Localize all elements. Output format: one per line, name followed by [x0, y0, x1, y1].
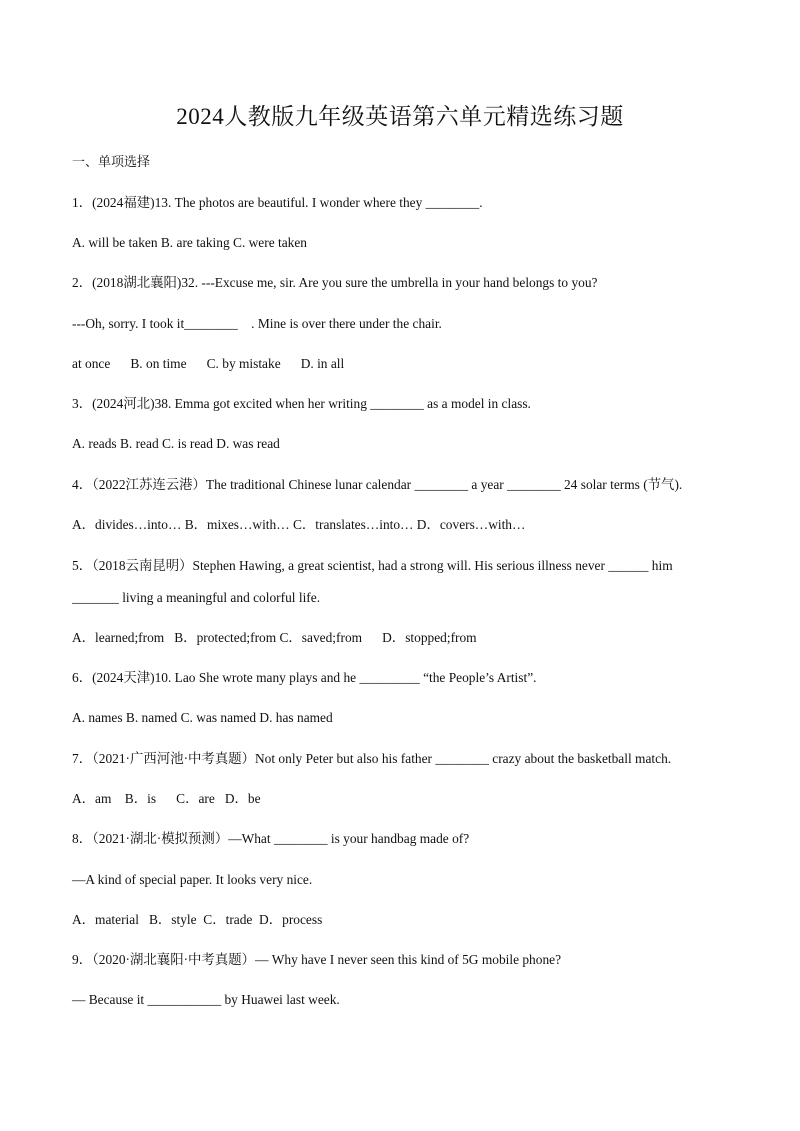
question-6-stem: 6．(2024天津)10. Lao She wrote many plays and he _________ “the People’s Artist”. — [72, 670, 537, 685]
question-5-options: A．learned;from B．protected;from C．saved;from D．stopped;from — [72, 630, 477, 645]
question-2-reply: ---Oh, sorry. I took it________ . Mine is over there under the chair. — [72, 316, 442, 331]
question-5-stem: 5．（2018云南昆明）Stephen Hawing, a great scientist, had a strong will. His serious illness never ______ him — [72, 558, 673, 573]
question-1-options: A. will be taken B. are taking C. were taken — [72, 235, 308, 250]
question-8-reply: —A kind of special paper. It looks very nice. — [72, 872, 313, 887]
page-title: 2024人教版九年级英语第六单元精选练习题 — [176, 104, 624, 129]
question-1-stem: 1．(2024福建)13. The photos are beautiful. I wonder where they ________. — [72, 195, 483, 210]
question-6-options: A. names B. named C. was named D. has named — [72, 710, 333, 725]
section-heading: 一、单项选择 — [72, 154, 151, 169]
question-3-stem: 3．(2024河北)38. Emma got excited when her writing ________ as a model in class. — [72, 396, 531, 411]
question-3-options: A. reads B. read C. is read D. was read — [72, 436, 280, 451]
question-5-stem-continued: _______ living a meaningful and colorful life. — [72, 590, 321, 605]
question-4-options: A．divides…into… B．mixes…with… C．translates…into… D．covers…with… — [72, 517, 526, 532]
question-9-stem: 9．（2020·湖北襄阳·中考真题）— Why have I never seen this kind of 5G mobile phone? — [72, 952, 562, 967]
question-8-options: A．material B．style C．trade D．process — [72, 912, 323, 927]
question-8-stem: 8．（2021·湖北·模拟预测）—What ________ is your handbag made of? — [72, 831, 470, 846]
question-7-options: A．am B．is C．are D．be — [72, 791, 261, 806]
question-2-stem: 2．(2018湖北襄阳)32. ---Excuse me, sir. Are you sure the umbrella in your hand belongs to you? — [72, 275, 598, 290]
question-2-options: at once B. on time C. by mistake D. in all — [72, 356, 345, 371]
question-9-reply: — Because it ___________ by Huawei last week. — [72, 992, 340, 1007]
question-7-stem: 7．（2021·广西河池·中考真题）Not only Peter but also his father ________ crazy about the basketball match. — [72, 751, 672, 766]
question-4-stem: 4．（2022江苏连云港）The traditional Chinese lunar calendar ________ a year ________ 24 solar terms (节气). — [72, 477, 683, 492]
